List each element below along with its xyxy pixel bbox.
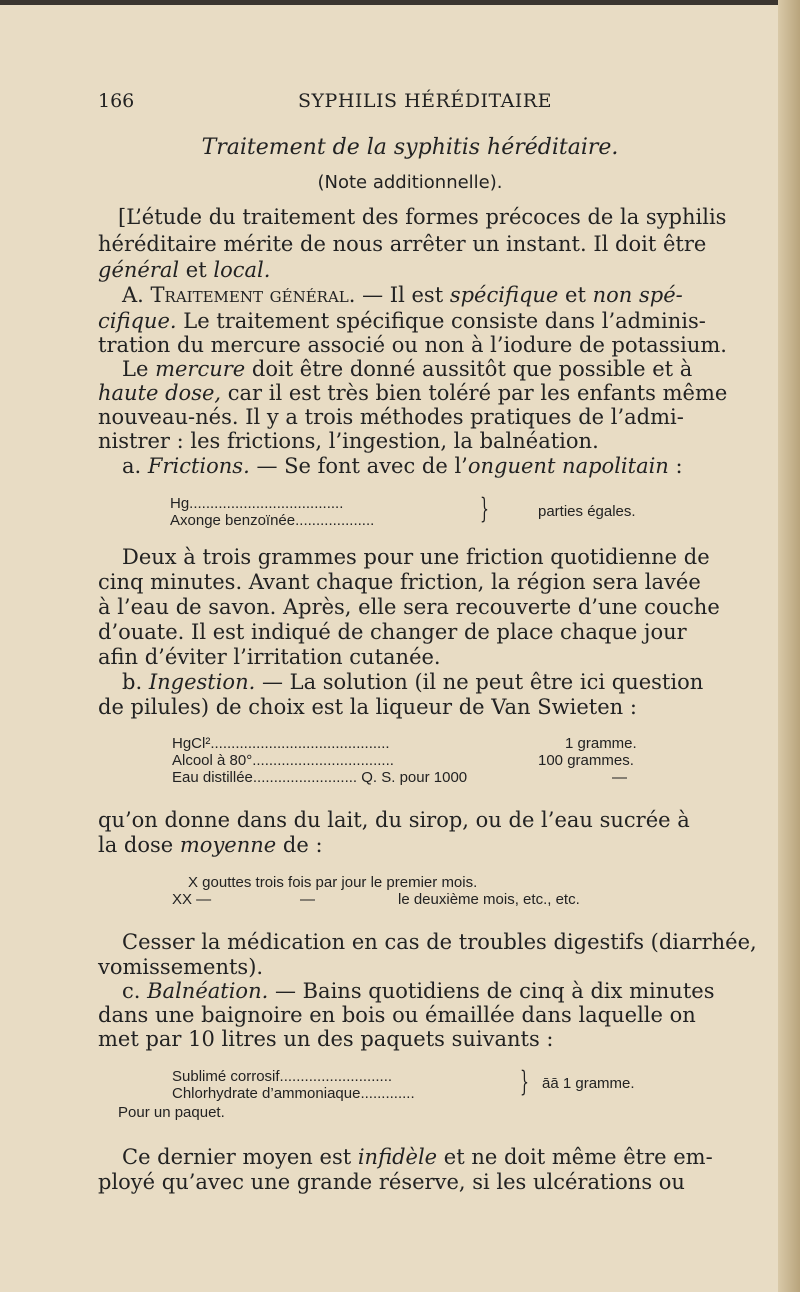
section-title: Traitement de la syphitis héréditaire. (201, 135, 619, 160)
dosage-row: XX — (172, 891, 212, 908)
brace-symbol: } (520, 1065, 529, 1098)
formula-quantity: āā 1 gramme. (542, 1075, 635, 1092)
formula-quantity: 100 grammes. (538, 752, 634, 769)
text-line: Cesser la médication en cas de troubles digestifs (diarrhée, (122, 930, 757, 954)
formula-quantity: — (612, 769, 627, 786)
formula-row: Axonge benzoïnée................... (170, 512, 375, 529)
italic-term: général (98, 258, 180, 282)
text-line: Deux à trois grammes pour une friction quotidienne de (122, 545, 710, 569)
text-line: [L’étude du traitement des formes précoces de la syphilis (118, 205, 727, 229)
dosage-row: le deuxième mois, etc., etc. (398, 891, 580, 908)
text-line: à l’eau de savon. Après, elle sera recouverte d’une couche (98, 595, 720, 619)
text-line: la dose moyenne de : (98, 833, 323, 857)
formula-row: Alcool à 80°.................................. (172, 752, 394, 769)
text-line: A. Traitement général. — Il est spécifique et non spé- (122, 283, 683, 307)
text-line: d’ouate. Il est indiqué de changer de place chaque jour (98, 620, 687, 644)
dosage-row: X gouttes trois fois par jour le premier mois. (188, 874, 478, 891)
formula-row: Hg..................................... (170, 495, 344, 512)
section-heading: Traitement général. (150, 283, 356, 307)
formula-row: Chlorhydrate d’ammoniaque............. (172, 1085, 415, 1102)
text-line: c. Balnéation. — Bains quotidiens de cinq à dix minutes (122, 979, 715, 1003)
text-line: a. Frictions. — Se font avec de l’onguent napolitain : (122, 454, 683, 478)
text-line: Ce dernier moyen est infidèle et ne doit même être em- (122, 1145, 713, 1169)
text-line: tration du mercure associé ou non à l’iodure de potassium. (98, 333, 727, 357)
page-number: 166 (98, 90, 135, 112)
formula-footer: Pour un paquet. (118, 1104, 225, 1121)
text-line: cifique. Le traitement spécifique consiste dans l’adminis- (98, 309, 706, 333)
italic-term: local. (213, 258, 271, 282)
running-title: SYPHILIS HÉRÉDITAIRE (298, 90, 552, 112)
text-line: Le mercure doit être donné aussitôt que possible et à (122, 357, 693, 381)
formula-quantity: parties égales. (538, 503, 636, 520)
text-line: général et local. (98, 258, 271, 282)
page-binding-edge (778, 0, 800, 1292)
text-line: nouveau-nés. Il y a trois méthodes pratiques de l’admi- (98, 405, 684, 429)
formula-row: Sublimé corrosif........................... (172, 1068, 393, 1085)
text-line: b. Ingestion. — La solution (il ne peut être ici question (122, 670, 704, 694)
dosage-row: — (300, 891, 315, 908)
text-line: met par 10 litres un des paquets suivants : (98, 1027, 554, 1051)
text-line: héréditaire mérite de nous arrêter un instant. Il doit être (98, 232, 707, 256)
formula-row: Eau distillée......................... Q. S. pour 1000 (172, 769, 468, 786)
text-line: de pilules) de choix est la liqueur de Van Swieten : (98, 695, 637, 719)
brace-symbol: } (480, 492, 489, 525)
formula-quantity: 1 gramme. (565, 735, 637, 752)
formula-row: HgCl²........................................... (172, 735, 390, 752)
text-line: afin d’éviter l’irritation cutanée. (98, 645, 441, 669)
text-line: dans une baignoire en bois ou émaillée dans laquelle on (98, 1003, 696, 1027)
text-line: haute dose, car il est très bien toléré par les enfants même (98, 381, 728, 405)
text-line: cinq minutes. Avant chaque friction, la région sera lavée (98, 570, 701, 594)
text-line: nistrer : les frictions, l’ingestion, la balnéation. (98, 429, 599, 453)
text-line: qu’on donne dans du lait, du sirop, ou de l’eau sucrée à (98, 808, 690, 832)
text-line: vomissements). (98, 955, 264, 979)
text-line: ployé qu’avec une grande réserve, si les ulcérations ou (98, 1170, 685, 1194)
section-note: (Note additionnelle). (317, 172, 503, 193)
